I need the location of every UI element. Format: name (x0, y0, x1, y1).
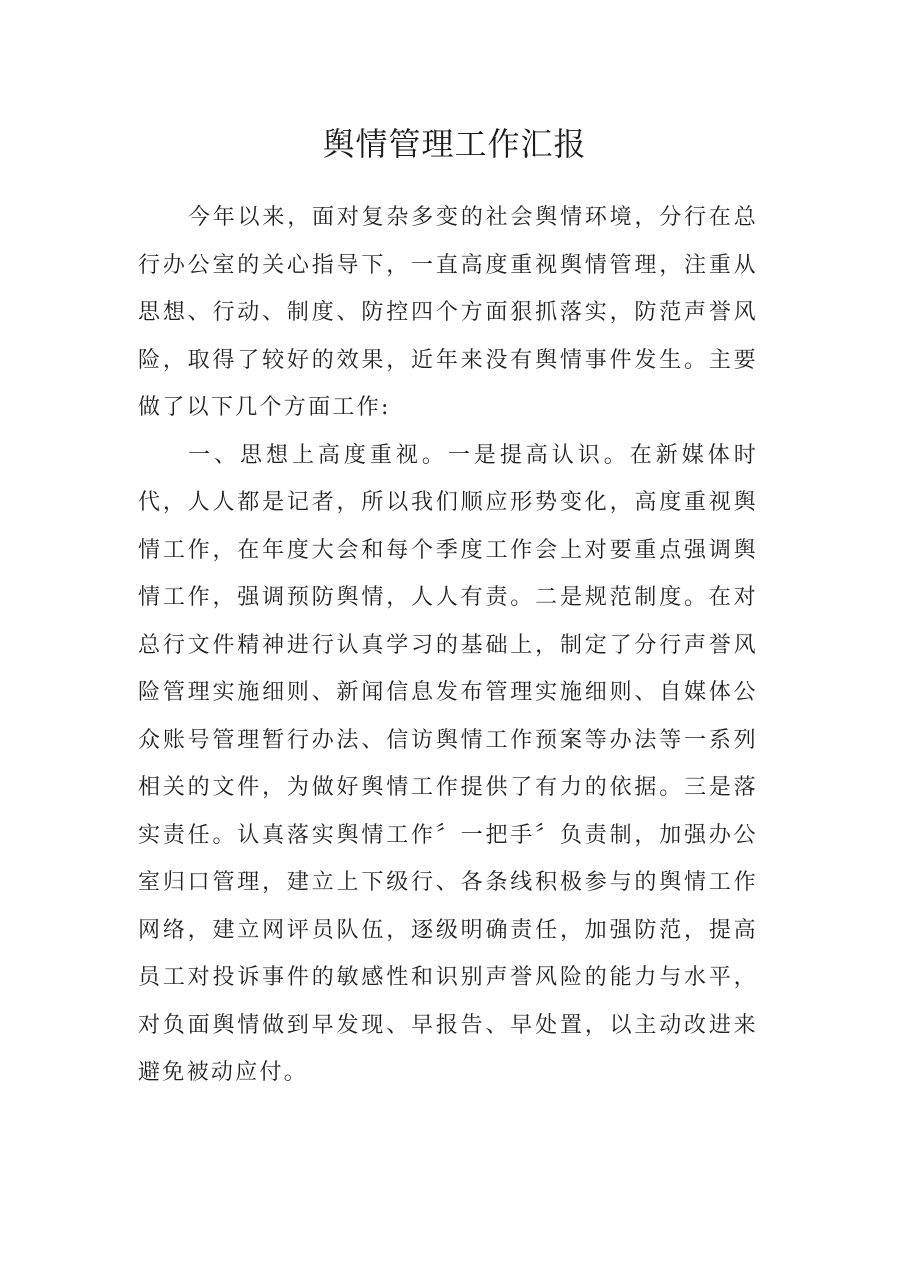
document-title: 舆情管理工作汇报 (322, 125, 587, 163)
paragraph-intro: 今年以来，面对复杂多变的社会舆情环境，分行在总行办公室的关心指导下，一直高度重视舆情管理，注重从思想、行动、制度、防控四个方面狠抓落实，防范声誉风险，取得了较好的效果，近年来没有舆情事件发生。主要做了以下几个方面工作: (138, 205, 758, 420)
paragraph-section-one: 一、思想上高度重视。一是提高认识。在新媒体时代，人人都是记者，所以我们顺应形势变化，高度重视舆情工作，在年度大会和每个季度工作会上对要重点强调舆情工作，强调预防舆情，人人有责。二是规范制度。在对总行文件精神进行认真学习的基础上，制定了分行声誉风险管理实施细则、新闻信息发布管理实施细则、自媒体公众账号管理暂行办法、信访舆情工作预案等办法等一系列相关的文件，为做好舆情工作提供了有力的依据。三是落实责任。认真落实舆情工作〞一把手〞负责制，加强办公室归口管理，建立上下级行、各条线积极参与的舆情工作网络，建立网评员队伍，逐级明确责任，加强防范，提高员工对投诉事件的敏感性和识别声誉风险的能力与水平，对负面舆情做到早发现、早报告、早处置，以主动改进来避免被动应付。 (138, 442, 758, 1085)
document-body (138, 194, 758, 1097)
